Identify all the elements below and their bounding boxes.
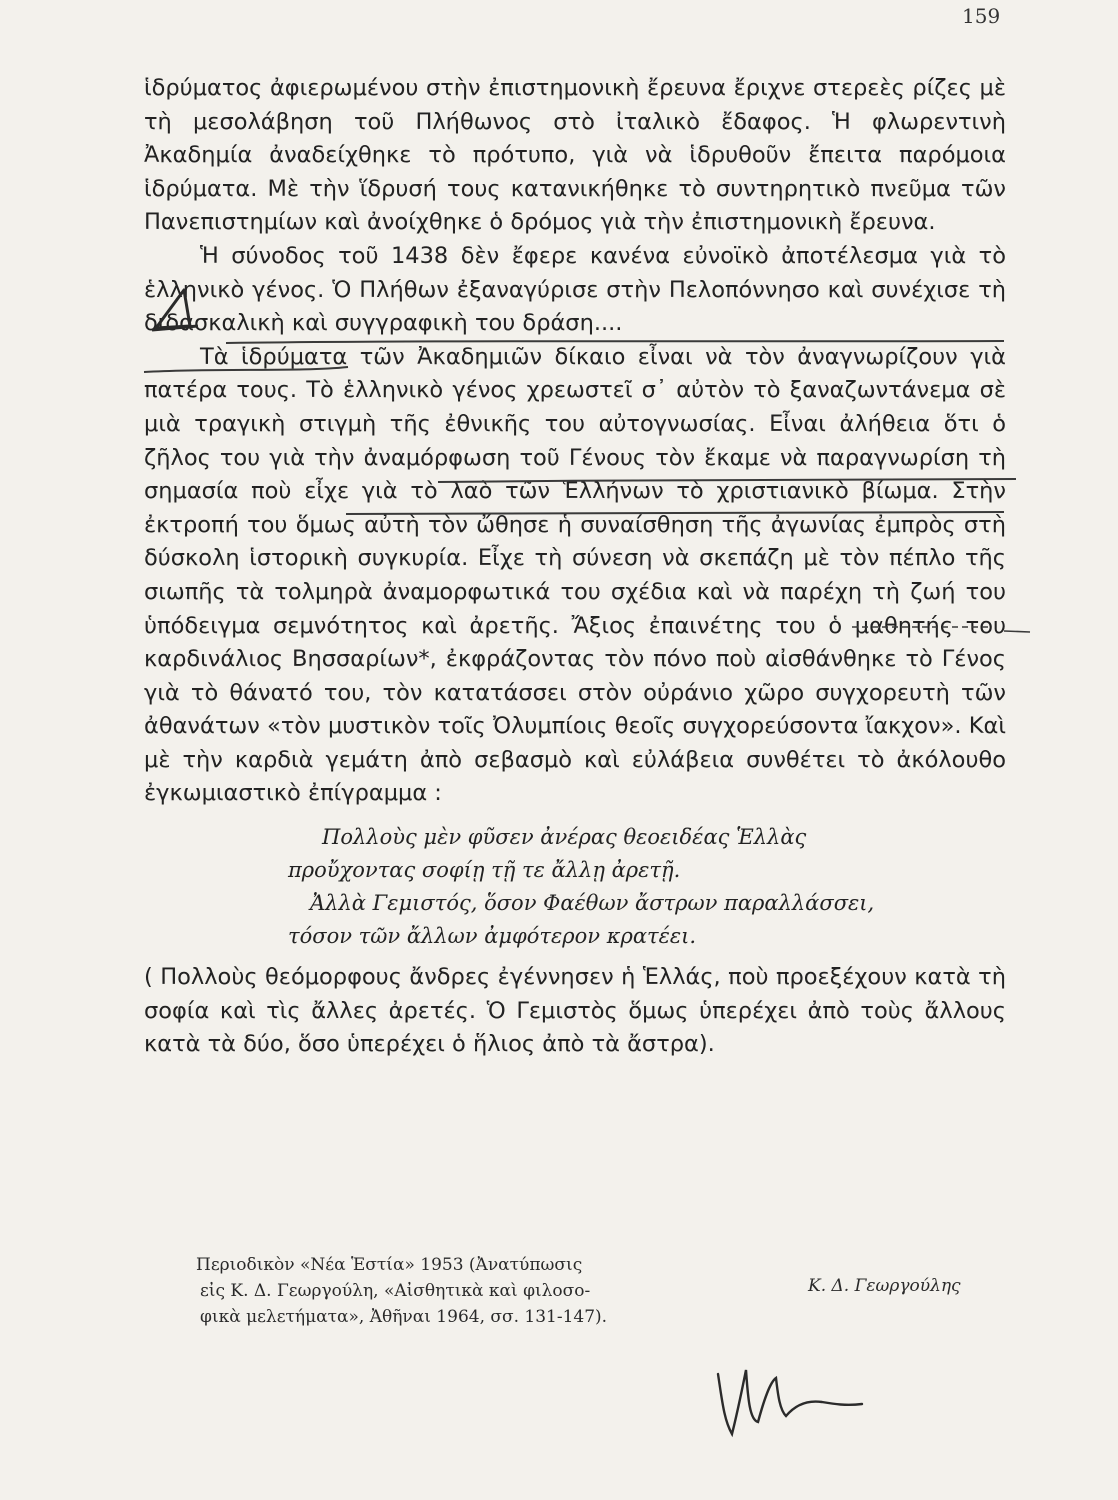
paragraph-legacy: Τὰ ἱδρύματα τῶν Ἀκαδημιῶν δίκαιο εἶναι νὰ τὸν ἀναγνωρίζουν γιὰ πατέρα τους. Τὸ ἑλληνικὸ γένος χρεωστεῖ σ᾽ αὐτὸν τὸ ξαναζωντάνεμα σὲ μιὰ τραγικὴ στιγμὴ τῆς ἐθνικῆς του αὐτογνωσίας. Εἶναι ἀλήθεια ὅτι ὁ ζῆλος του γιὰ τὴν ἀναμόρφωση τοῦ Γένους τὸν ἔκαμε νὰ παραγνωρίση τὴ σημασία ποὺ εἶχε γιὰ τὸ λαὸ τῶν Ἑλλήνων τὸ χριστιανικὸ βίωμα. Στὴν ἐκτροπή του ὅμως αὐτὴ τὸν ὤθησε ἡ συναίσθηση τῆς ἀγωνίας ἐμπρὸς στὴ δύσκολη ἱστορικὴ συγκυρία. Εἶχε τὴ σύνεση νὰ σκεπάζη μὲ τὸν πέπλο τῆς σιωπῆς τὰ τολμηρὰ ἀναμορφωτικά του σχέδια καὶ νὰ παρέχη τὴ ζωή του ὑπόδειγμα σεμνότητος καὶ ἀρετῆς. Ἄξιος ἐπαινέτης του ὁ μαθητής του καρδινάλιος Βησσαρίων*, ἐκφράζοντας τὸν πόνο ποὺ αἰσθάνθηκε τὸ Γένος γιὰ τὸ θάνατό του, τὸν κατατάσσει στὸν οὐράνιο χῶρο συγχορευτὴ τῶν ἀθανάτων «τὸν μυστικὸν τοῖς Ὀλυμπίοις θεοῖς συγχορεύσοντα ἴακχον». Καὶ μὲ τὴν καρδιὰ γεμάτη ἀπὸ σεβασμὸ καὶ εὐλάβεια συνθέτει τὸ ἀκόλουθο ἐγκωμιαστικὸ ἐπίγραμμα : (144, 343, 1006, 807)
source-citation (196, 1252, 696, 1330)
page-number: 159 (962, 4, 1001, 28)
paragraph-synod: Ἡ σύνοδος τοῦ 1438 δὲν ἔφερε κανένα εὐνοϊκὸ ἀποτέλεσμα γιὰ τὸ ἑλληνικὸ γένος. Ὁ Πλήθων ἐξαναγύρισε στὴν Πελοπόννησο καὶ συνέχισε τὴ διδασκαλικὴ καὶ συγγραφικὴ του δράση.... (144, 242, 1006, 337)
epigram-translation: ( Πολλοὺς θεόμορφους ἄνδρες ἐγέννησεν ἡ Ἑλλάς, ποὺ προεξέχουν κατὰ τὴ σοφία καὶ τὶς ἄλλες ἀρετές. Ὁ Γεμιστὸς ὅμως ὑπερέχει ἀπὸ τοὺς ἄλλους κατὰ τὰ δύο, ὅσο ὑπερέχει ὁ ἥλιος ἀπὸ τὰ ἄστρα). (144, 964, 1006, 1058)
delta-margin-mark (150, 286, 220, 334)
paragraph-academies: ἱδρύματος ἀφιερωμένου στὴν ἐπιστημονικὴ ἔρευνα ἔριχνε στερεὲς ρίζες μὲ τὴ μεσολάβηση τοῦ Πλήθωνος στὸ ἰταλικὸ ἔδαφος. Ἡ φλωρεντινὴ Ἀκαδημία ἀναδείχθηκε τὸ πρότυπο, γιὰ νὰ ἱδρυθοῦν ἔπειτα παρόμοια ἱδρύματα. Μὲ τὴν ἵδρυσή τους κατανικήθηκε τὸ συντηρητικὸ πνεῦμα τῶν Πανεπιστημίων καὶ ἀνοίχθηκε ὁ δρόμος γιὰ τὴν ἐπιστημονικὴ ἔρευνα. (144, 75, 1006, 236)
source-line: εἰς Κ. Δ. Γεωργούλη, «Αἰσθητικὰ καὶ φιλοσο- (200, 1281, 591, 1301)
epigram-line: Ἀλλὰ Γεμιστός, ὅσον Φαέθων ἄστρων παραλλάσσει, (310, 891, 875, 916)
handwritten-initials (712, 1360, 872, 1440)
epigram-line: Πολλοὺς μὲν φῦσεν ἀνέρας θεοειδέας Ἑλλὰς (322, 825, 807, 850)
epigram-line: προὔχοντας σοφίῃ τῇ τε ἄλλῃ ἀρετῇ. (288, 858, 681, 883)
epigram-line: τόσον τῶν ἄλλων ἀμφότερον κρατέει. (288, 924, 697, 949)
author-name: Κ. Δ. Γεωργούλης (808, 1276, 961, 1296)
main-text (144, 72, 1006, 1062)
epigram (144, 821, 1006, 953)
source-line: Περιοδικὸν «Νέα Ἑστία» 1953 (Ἀνατύπωσις (196, 1255, 583, 1275)
source-line: φικὰ μελετήματα», Ἀθῆναι 1964, σσ. 131-147). (200, 1307, 608, 1327)
